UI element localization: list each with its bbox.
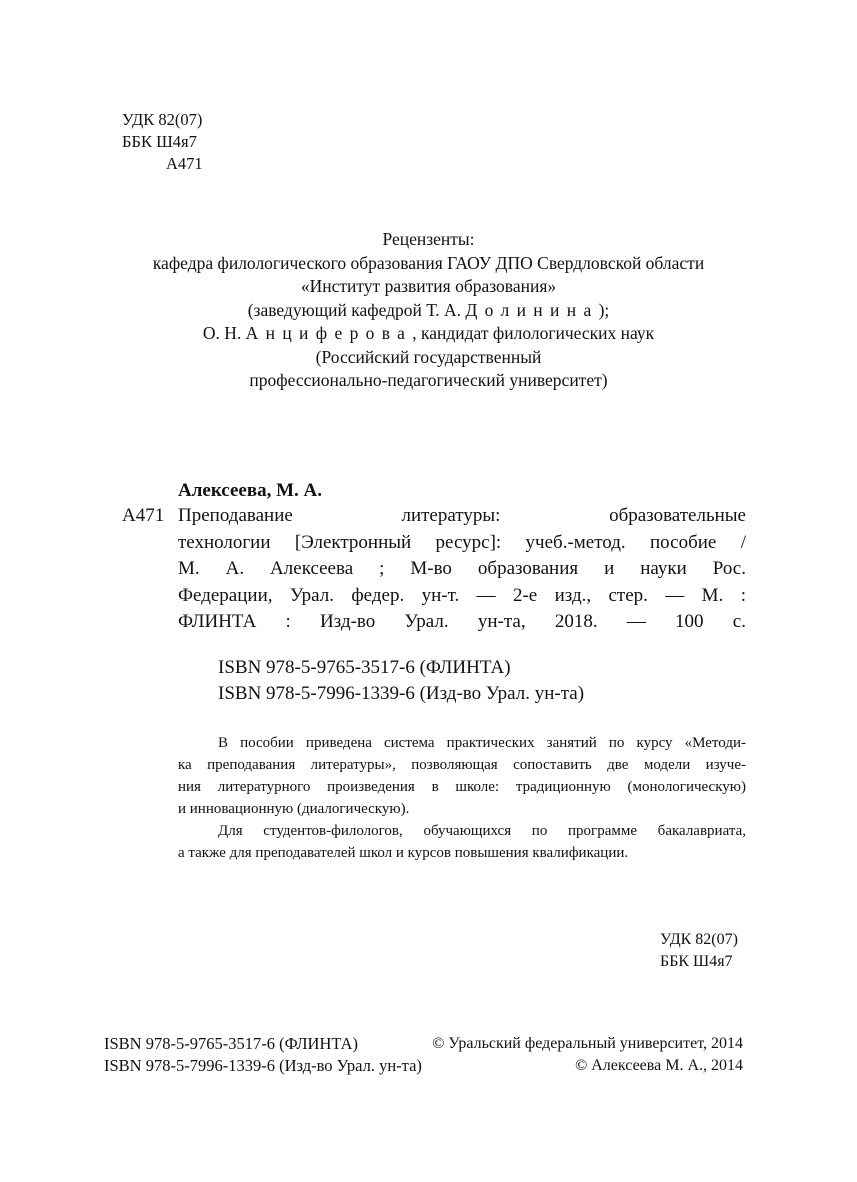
udk-code-bottom: УДК 82(07) [660, 931, 738, 948]
annotation-line-1: В пособии приведена система практических занятий по курсу «Методи- [218, 735, 746, 751]
reviewer-second-name: Анциферова [245, 323, 413, 343]
annotation-line-2: ка преподавания литературы», позволяющая сопоставить две модели изуче- [178, 757, 746, 773]
bib-isbn-block [218, 655, 584, 707]
udk-code: УДК 82(07) [122, 110, 203, 129]
copyright-university: © Уральский федеральный университет, 2014 [432, 1035, 743, 1052]
author-cipher: А471 [166, 154, 203, 173]
reviewer-head [0, 299, 857, 323]
reviewer-head-suffix: ); [598, 299, 610, 320]
bib-line-3: М. А. Алексеева ; М-во образования и науки Рос. [178, 558, 746, 579]
reviewer-head-prefix: (заведующий кафедрой Т. А. [247, 299, 466, 320]
annotation-line-6: а также для преподавателей школ и курсов повышения квалификации. [178, 845, 629, 861]
annotation [178, 732, 746, 864]
bottom-classification-codes [660, 929, 738, 972]
copyright-block [432, 1033, 743, 1077]
bib-author: Алексеева, М. А. [178, 480, 322, 501]
footer-isbn-block [104, 1033, 422, 1077]
reviewer-second-degree: , кандидат филологических наук [412, 323, 655, 343]
reviewer-second-initials: О. Н. [202, 323, 246, 343]
top-classification-codes [122, 109, 203, 175]
bib-cipher: А471 [122, 505, 165, 526]
annotation-line-4: и инновационную (диалогическую). [178, 801, 410, 817]
reviewer-university-line1: (Российский государственный [315, 346, 542, 367]
reviewer-head-name: Долинина [465, 299, 599, 320]
bib-line-5: ФЛИНТА : Изд-во Урал. ун-та, 2018. — 100 с. [178, 611, 746, 632]
reviewer-university-line2: профессионально-педагогический университет) [249, 370, 608, 390]
bib-description [178, 503, 746, 636]
reviewers-heading: Рецензенты: [382, 229, 475, 249]
bbk-code: ББК Ш4я7 [122, 132, 197, 151]
reviewers-block [0, 228, 857, 393]
copyright-author: © Алексеева М. А., 2014 [575, 1057, 743, 1074]
bib-isbn-flinta: ISBN 978-5-9765-3517-6 (ФЛИНТА) [218, 657, 511, 678]
reviewer-second [0, 322, 857, 346]
bib-line-4: Федерации, Урал. федер. ун-т. — 2-е изд., стер. — М. : [178, 584, 746, 606]
bib-line-2: технологии [Электронный ресурс]: учеб.-метод. пособие / [178, 531, 746, 553]
annotation-line-3: ния литературного произведения в школе: традиционную (монологическую) [178, 779, 746, 795]
footer-isbn-ural: ISBN 978-5-7996-1339-6 (Изд-во Урал. ун-та) [104, 1056, 422, 1075]
footer-isbn-flinta: ISBN 978-5-9765-3517-6 (ФЛИНТА) [104, 1034, 359, 1053]
annotation-line-5: Для студентов-филологов, обучающихся по программе бакалавриата, [218, 823, 746, 839]
bbk-code-bottom: ББК Ш4я7 [660, 952, 733, 970]
reviewer-department: кафедра филологического образования ГАОУ ДПО Свердловской области [152, 252, 705, 273]
bib-line-1: Преподавание литературы: образовательные [178, 505, 746, 526]
reviewer-institute: «Институт развития образования» [300, 276, 557, 296]
bib-isbn-ural: ISBN 978-5-7996-1339-6 (Изд-во Урал. ун-та) [218, 683, 585, 704]
